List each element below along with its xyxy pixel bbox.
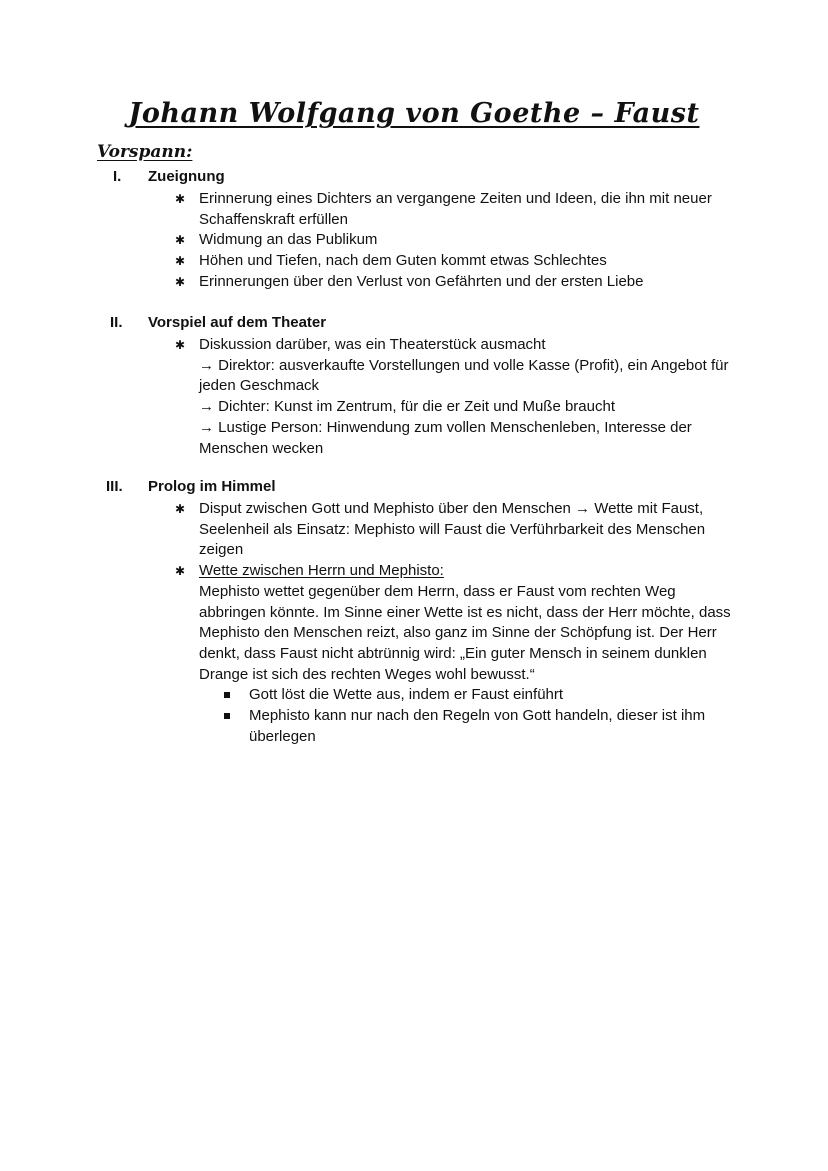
list-item: ✱ Erinnerung eines Dichters an vergangene Zeiten und Ideen, die ihn mit neuer Schaffenskraft erfüllen: [175, 190, 712, 228]
asterisk-icon: ✱: [175, 564, 186, 579]
list-item: ✱ Erinnerungen über den Verlust von Gefährten und der ersten Liebe: [175, 272, 735, 293]
list-item: ✱ Disput zwischen Gott und Mephisto über den Menschen → Wette mit Faust, Seelenheil als Einsatz: Mephisto will Faust die Verführbarkeit des Menschen zeigen: [175, 500, 706, 559]
list-item: ✱ Widmung an das Publikum: [175, 230, 735, 251]
bullet-list: [175, 499, 735, 747]
section-heading: Prolog im Himmel: [148, 478, 276, 495]
list-item: ✱ Höhen und Tiefen, nach dem Guten kommt etwas Schlechtes: [175, 251, 735, 272]
list-item: ✱ Diskussion darüber, was ein Theaterstück ausmacht → Direktor: ausverkaufte Vorstellungen und volle Kasse (Profit), ein Angebot für jeden Geschmack → Dichter: Kunst im Zentrum, für die er Zeit und Muße braucht → Lustige Person: Hinwendung zum vollen Menschenleben, Interesse der Menschen wecken: [175, 336, 729, 457]
section-number: III.: [106, 478, 123, 495]
asterisk-icon: ✱: [175, 502, 186, 516]
square-bullet-icon: [224, 692, 230, 698]
section-number: II.: [110, 314, 123, 331]
bullet-list: [175, 189, 735, 293]
sub-bullet-list: [199, 685, 735, 747]
section-number: I.: [113, 168, 122, 185]
square-bullet-icon: [224, 713, 230, 719]
section-subtitle: Vorspann:: [97, 142, 193, 162]
section-heading: Zueignung: [148, 168, 225, 185]
bullet-subheading: Wette zwischen Herrn und Mephisto:: [199, 562, 444, 580]
asterisk-icon: ✱: [175, 254, 186, 269]
bullet-list: [175, 335, 735, 459]
asterisk-icon: ✱: [175, 192, 186, 206]
list-item: Gott löst die Wette aus, indem er Faust einführt: [199, 685, 735, 706]
asterisk-icon: ✱: [175, 338, 186, 352]
asterisk-icon: ✱: [175, 233, 186, 248]
section-heading: Vorspiel auf dem Theater: [148, 314, 327, 331]
list-item: ✱ Wette zwischen Herrn und Mephisto: Mephisto wettet gegenüber dem Herrn, dass er Faust vom rechten Weg abbringen könnte. Im Sinne einer Wette ist es nicht, dass der Herr möchte, dass Mephisto den Menschen reizt, also ganz im Sinne der Schöpfung ist. Der Herr denkt, dass Faust nicht abtrünnig wird: „Ein guter Mensch in seinem dunklen Drange ist sich des rechten Weges wohl bewusst.“ Gott löst die Wette aus, indem er Faust einführt Mephisto kann nur nach den Regeln von Gott handeln, dieser ist ihm überlegen: [175, 561, 735, 747]
asterisk-icon: ✱: [175, 274, 186, 289]
page-title: Johann Wolfgang von Goethe – Faust: [128, 98, 700, 129]
list-item: Mephisto kann nur nach den Regeln von Gott handeln, dieser ist ihm überlegen: [199, 706, 735, 747]
